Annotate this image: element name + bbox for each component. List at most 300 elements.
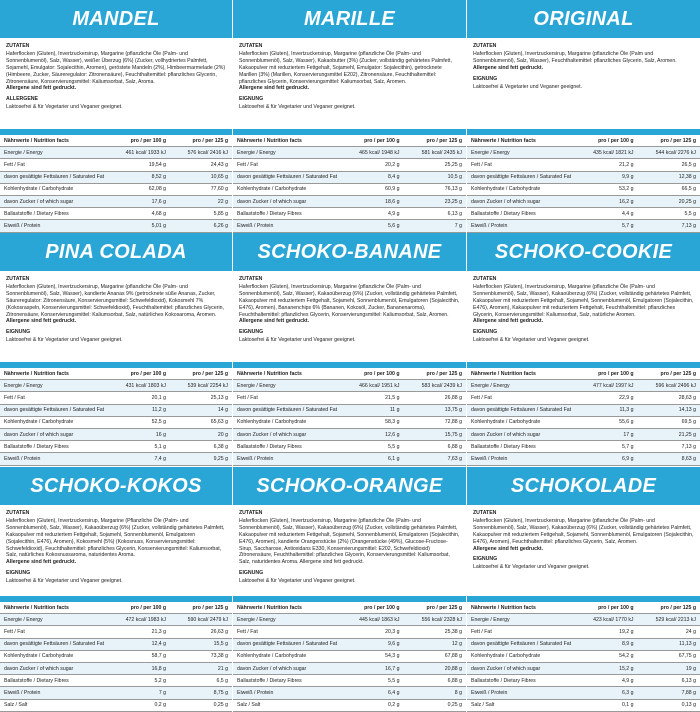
- nutrient-value: 0,2 g: [341, 699, 403, 711]
- ingredients-heading: ZUTATEN: [6, 43, 30, 49]
- nutrient-value: 7 g: [404, 220, 466, 232]
- nutrition-row: [233, 208, 466, 220]
- nutrient-value: 19,2 g: [575, 626, 637, 638]
- nutrient-label: davon Zucker / of which sugar: [467, 195, 575, 207]
- nutrition-row: [0, 404, 232, 416]
- suitability-text: Laktosefrei & für Vegetarier und Veganer geeignet.: [239, 578, 356, 585]
- allergen-note: Allergene sind fett gedruckt.: [473, 318, 544, 325]
- nutrient-value: 6,1 g: [341, 453, 403, 465]
- suitability-heading: EIGNUNG: [239, 96, 264, 103]
- nutrient-value: 15,75 g: [404, 428, 466, 440]
- ingredients-heading: ZUTATEN: [473, 276, 497, 282]
- nutrient-value: 12,6 g: [341, 428, 403, 440]
- product-title: SCHOKO-KOKOS: [0, 467, 232, 505]
- nutrition-row: [233, 614, 466, 626]
- nutrition-row: [467, 416, 700, 428]
- nutrient-value: 66,5 g: [638, 183, 700, 195]
- nutrient-value: 8,9 g: [575, 638, 637, 650]
- nutrition-header-cell: pro / per 100 g: [341, 135, 403, 147]
- product-title: SCHOKO-ORANGE: [233, 467, 466, 505]
- nutrition-row: [467, 638, 700, 650]
- nutrition-row: [467, 171, 700, 183]
- nutrient-label: Eiweiß / Protein: [467, 220, 575, 232]
- nutrition-header-cell: Nährwerte / Nutrition facts: [0, 135, 108, 147]
- nutrient-value: 539 kcal/ 2254 kJ: [170, 380, 232, 392]
- nutrient-value: 20,88 g: [404, 662, 466, 674]
- nutrient-value: 435 kcal/ 1821 kJ: [575, 147, 637, 159]
- nutrient-value: 24 g: [638, 626, 700, 638]
- nutrition-table: [0, 368, 232, 478]
- nutrient-value: 466 kcal/ 1951 kJ: [341, 380, 403, 392]
- nutrition-row: [467, 687, 700, 699]
- nutrient-value: 6,4 g: [341, 687, 403, 699]
- nutrient-value: 19 g: [638, 662, 700, 674]
- nutrient-label: Kohlenhydrate / Carbohydrate: [0, 183, 108, 195]
- suitability-text: Laktosefrei & für Vegetarier und Veganer geeignet.: [239, 337, 356, 344]
- nutrition-table: [467, 368, 700, 478]
- nutrition-row: [467, 626, 700, 638]
- nutrition-header-cell: pro / per 125 g: [170, 135, 232, 147]
- nutrition-header-cell: Nährwerte / Nutrition facts: [233, 135, 341, 147]
- nutrient-label: Fett / Fat: [233, 626, 341, 638]
- ingredients-heading: ZUTATEN: [473, 510, 497, 516]
- nutrition-header-cell: pro / per 100 g: [575, 368, 637, 380]
- product-panel: [233, 467, 467, 709]
- nutrient-value: 25,38 g: [404, 626, 466, 638]
- nutrition-header-row: [0, 368, 232, 380]
- nutrient-label: Fett / Fat: [0, 626, 108, 638]
- nutrient-value: 76,13 g: [404, 183, 466, 195]
- nutrient-value: 23,25 g: [404, 195, 466, 207]
- nutrition-row: [233, 428, 466, 440]
- nutrition-row: [233, 453, 466, 465]
- nutrition-table: [233, 135, 466, 245]
- nutrient-label: davon gesättigte Fettsäuren / Saturated Fat: [467, 638, 575, 650]
- nutrient-label: davon gesättigte Fettsäuren / Saturated Fat: [0, 638, 108, 650]
- nutrient-value: 10,65 g: [170, 171, 232, 183]
- suitability-heading: EIGNUNG: [6, 570, 31, 577]
- suitability-text: Laktosefrei & für Vegetarier und Veganer geeignet.: [6, 104, 123, 111]
- nutrition-table: [0, 135, 232, 245]
- ingredients-section: [233, 505, 466, 596]
- nutrition-header-cell: pro / per 100 g: [575, 602, 637, 614]
- nutrient-value: 423 kcal/ 1770 kJ: [575, 614, 637, 626]
- nutrition-row: [467, 441, 700, 453]
- nutrient-value: 55,6 g: [575, 416, 637, 428]
- ingredients-text: Haferflocken (Gluten), Invertzuckersirup, Margarine (pflanzliche Öle (Palm- und Sonnenblumenöl), Salz, Wasser), Kakaoüberzug (6%) (Zucker, vollständig gehärtetes Palmfett, Kakaopulver mit reduziertem Fettgehalt, Sojamehl, Sonnenblumenöl, Emulgatoren (Sojalecithin, E476), Aromen), Bananenchips 6% (Bananen, Kokosöl, Zucker, Bananenaroma), Feuchthaltemittel: pflanzliches Glycerin, Konservierungsmittel: Kaliumsorbat, Salz, Aromen.: [239, 283, 460, 318]
- nutrition-header-cell: pro / per 125 g: [404, 602, 466, 614]
- product-title: PINA COLADA: [0, 233, 232, 271]
- nutrient-label: davon Zucker / of which sugar: [0, 195, 108, 207]
- nutrient-value: 0,25 g: [404, 699, 466, 711]
- nutrient-value: 6,3 g: [575, 687, 637, 699]
- nutrient-value: 477 kcal/ 1997 kJ: [575, 380, 637, 392]
- nutrient-value: 7,88 g: [638, 687, 700, 699]
- nutrition-table: [0, 602, 232, 712]
- nutrient-label: davon gesättigte Fettsäuren / Saturated Fat: [233, 638, 341, 650]
- nutrition-header-cell: Nährwerte / Nutrition facts: [467, 368, 575, 380]
- product-panel: [0, 467, 233, 709]
- nutrition-row: [0, 626, 232, 638]
- nutrition-header-cell: pro / per 100 g: [341, 368, 403, 380]
- nutrition-row: [467, 428, 700, 440]
- nutrition-header-cell: pro / per 100 g: [575, 135, 637, 147]
- nutrient-value: 445 kcal/ 1863 kJ: [341, 614, 403, 626]
- nutrient-value: 65,63 g: [170, 416, 232, 428]
- nutrient-label: Eiweiß / Protein: [233, 220, 341, 232]
- ingredients-heading: ZUTATEN: [239, 276, 263, 282]
- nutrition-row: [233, 380, 466, 392]
- nutrient-label: davon Zucker / of which sugar: [233, 195, 341, 207]
- nutrient-value: 21,2 g: [575, 159, 637, 171]
- nutrient-value: 54,2 g: [575, 650, 637, 662]
- nutrient-label: davon gesättigte Fettsäuren / Saturated Fat: [467, 171, 575, 183]
- nutrient-value: 6,5 g: [170, 675, 232, 687]
- nutrient-value: 6,9 g: [575, 453, 637, 465]
- nutrient-value: 58,3 g: [341, 416, 403, 428]
- nutrient-label: Energie / Energy: [467, 147, 575, 159]
- nutrient-label: Ballaststoffe / Dietary Fibres: [0, 675, 108, 687]
- nutrient-label: Eiweiß / Protein: [467, 687, 575, 699]
- nutrition-row: [0, 208, 232, 220]
- nutrient-label: Kohlenhydrate / Carbohydrate: [467, 416, 575, 428]
- product-panel: [467, 0, 700, 233]
- nutrient-value: 16,7 g: [341, 662, 403, 674]
- nutrient-value: 576 kcal/ 2416 kJ: [170, 147, 232, 159]
- nutrition-row: [467, 208, 700, 220]
- nutrition-row: [0, 147, 232, 159]
- nutrient-label: davon Zucker / of which sugar: [233, 662, 341, 674]
- nutrient-value: 19,54 g: [108, 159, 170, 171]
- nutrition-row: [233, 626, 466, 638]
- nutrition-row: [233, 147, 466, 159]
- nutrient-value: 544 kcal/ 2276 kJ: [638, 147, 700, 159]
- nutrition-row: [467, 380, 700, 392]
- nutrient-value: 24,43 g: [170, 159, 232, 171]
- suitability-heading: EIGNUNG: [473, 329, 498, 336]
- nutrient-value: 62,08 g: [108, 183, 170, 195]
- nutrient-label: Kohlenhydrate / Carbohydrate: [467, 650, 575, 662]
- nutrient-value: 465 kcal/ 1948 kJ: [341, 147, 403, 159]
- nutrient-value: 16,8 g: [108, 662, 170, 674]
- allergen-note: Allergene sind fett gedruckt.: [239, 85, 310, 92]
- product-panel: [233, 0, 467, 233]
- nutrition-row: [0, 183, 232, 195]
- nutrient-label: davon gesättigte Fettsäuren / Saturated Fat: [0, 404, 108, 416]
- nutrient-label: Fett / Fat: [0, 392, 108, 404]
- nutrition-header-cell: Nährwerte / Nutrition facts: [0, 602, 108, 614]
- nutrition-header-row: [233, 135, 466, 147]
- nutrient-label: Salz / Salt: [467, 699, 575, 711]
- nutrition-row: [0, 699, 232, 711]
- nutrient-value: 596 kcal/ 2496 kJ: [638, 380, 700, 392]
- ingredients-heading: ZUTATEN: [239, 43, 263, 49]
- product-panel: [0, 0, 233, 233]
- nutrient-value: 12,38 g: [638, 171, 700, 183]
- nutrient-label: Kohlenhydrate / Carbohydrate: [467, 183, 575, 195]
- nutrient-label: Kohlenhydrate / Carbohydrate: [233, 183, 341, 195]
- nutrition-row: [233, 662, 466, 674]
- nutrient-value: 11,3 g: [575, 404, 637, 416]
- nutrient-value: 461 kcal/ 1933 kJ: [108, 147, 170, 159]
- nutrient-label: davon Zucker / of which sugar: [0, 662, 108, 674]
- nutrient-value: 5,7 g: [575, 441, 637, 453]
- nutrient-value: 67,88 g: [404, 650, 466, 662]
- nutrient-value: 529 kcal/ 2213 kJ: [638, 614, 700, 626]
- nutrition-row: [233, 699, 466, 711]
- nutrient-value: 581 kcal/ 2435 kJ: [404, 147, 466, 159]
- nutrient-label: Ballaststoffe / Dietary Fibres: [467, 441, 575, 453]
- nutrient-label: Energie / Energy: [0, 380, 108, 392]
- nutrition-row: [0, 453, 232, 465]
- nutrient-value: 16 g: [108, 428, 170, 440]
- nutrient-value: 15,5 g: [170, 638, 232, 650]
- ingredients-text: Haferflocken (Gluten), Invertzuckersirup, Margarine (pflanzliche Öle (Palm- und Sonnenblumenöl), Salz, Wasser), weißer Überzug (6%) (Zucker, vollhydriertes Palmfett, Sojamehl, Emulgator: Sojalecithin, Aromen), geröstete Mandeln (2%), Himbeermarmelade (2%) (Himbeere, Zucker, Säureregulator: Zitronensäure), Feuchthaltemittel: pflanzliches Glycerin, Zitronensäure, Konservierungsmittel: Kaliumsorbat, Salz, Aroma.: [6, 50, 226, 85]
- nutrient-value: 53,2 g: [575, 183, 637, 195]
- product-panel: [0, 233, 233, 467]
- nutrient-value: 5,6 g: [341, 220, 403, 232]
- nutrient-value: 26,63 g: [170, 626, 232, 638]
- nutrient-value: 556 kcal/ 2328 kJ: [404, 614, 466, 626]
- nutrition-header-row: [467, 368, 700, 380]
- product-panel: [467, 233, 700, 467]
- nutrient-value: 4,9 g: [575, 675, 637, 687]
- nutrient-value: 431 kcal/ 1803 kJ: [108, 380, 170, 392]
- nutrient-value: 9,6 g: [341, 638, 403, 650]
- nutrient-value: 21,5 g: [341, 392, 403, 404]
- ingredients-text: Haferflocken (Gluten), Invertzuckersirup, Margarine (pflanzliche Öle (Palm und Sonnenblumenöl), Salz, Wasser), Feuchthaltemittel: pflanzliches Glycerin, Salz, Aromen.: [473, 50, 677, 64]
- nutrient-value: 26,5 g: [638, 159, 700, 171]
- nutrition-row: [0, 687, 232, 699]
- ingredients-text: Haferflocken (Gluten), Invertzuckersirup, Margarine (pflanzliche Öle (Palm- und Sonnenblumenöl), Salz, Wasser), kandierte Ananas 9% (getrocknete süße Ananas, Zucker, Säureregulator: Zitronensäure, Konservierungsmittel: Schwefeldioxid), Kokosmehl 7% (Kokosraspeln, Konservierungsmittel: Schwefeldioxid), Feuchthaltemittel: pflanzliches Glycerin, Zitronensäure, Konservierungsmittel: Kaliumsorbat, Salz, natürliches Kokosaroma, Aromen.: [6, 283, 224, 318]
- allergen-note: Allergene sind fett gedruckt.: [239, 318, 310, 325]
- ingredients-section: [233, 271, 466, 362]
- nutrient-label: Salz / Salt: [233, 699, 341, 711]
- nutrition-row: [0, 662, 232, 674]
- ingredients-section: [0, 505, 232, 596]
- suitability-text: Laktosefrei & für Vegetarier und Veganer geeignet.: [473, 337, 590, 344]
- nutrition-header-cell: pro / per 100 g: [341, 602, 403, 614]
- nutrient-value: 54,3 g: [341, 650, 403, 662]
- nutrient-value: 22 g: [170, 195, 232, 207]
- nutrient-value: 58,7 g: [108, 650, 170, 662]
- nutrient-label: Kohlenhydrate / Carbohydrate: [0, 416, 108, 428]
- nutrition-header-cell: pro / per 125 g: [638, 135, 700, 147]
- nutrient-value: 0,25 g: [170, 699, 232, 711]
- ingredients-text: Haferflocken (Gluten), Invertzuckersirup, Margarine (pflanzliche Öle (Palm- und Sonnenblumenöl), Salz, Wasser), Kakaoüberzug (6%) (Zucker, vollständig gehärtetes Palmfett, Kakaopulver mit reduziertem Fettgehalt, Sojamehl, Sonnenblumenöl, Emulgatoren (Sojalecithin, E476), Aromen), Kakaopulver mit reduziertem Fettgehalt, Feuchthaltemittel: pflanzliches Glycerin, Konservierungsmittel: Kaliumsorbat, Salz, natürliche Aromen.: [473, 283, 694, 318]
- nutrient-value: 72,88 g: [404, 416, 466, 428]
- ingredients-section: [467, 271, 700, 362]
- nutrient-label: Fett / Fat: [467, 159, 575, 171]
- nutrient-label: Energie / Energy: [233, 614, 341, 626]
- nutrient-value: 6,13 g: [638, 675, 700, 687]
- nutrition-header-cell: pro / per 125 g: [404, 135, 466, 147]
- nutrition-row: [233, 441, 466, 453]
- nutrition-row: [0, 614, 232, 626]
- nutrition-row: [233, 638, 466, 650]
- nutrition-row: [0, 638, 232, 650]
- suitability-heading: EIGNUNG: [239, 329, 264, 336]
- nutrition-table: [467, 135, 700, 245]
- nutrient-label: Eiweiß / Protein: [0, 687, 108, 699]
- nutrient-label: Ballaststoffe / Dietary Fibres: [233, 675, 341, 687]
- nutrient-label: davon gesättigte Fettsäuren / Saturated Fat: [233, 171, 341, 183]
- nutrition-table: [233, 602, 466, 712]
- nutrition-row: [0, 220, 232, 232]
- nutrient-label: davon Zucker / of which sugar: [0, 428, 108, 440]
- nutrient-value: 69,5 g: [638, 416, 700, 428]
- ingredients-heading: ZUTATEN: [6, 510, 30, 516]
- nutrition-row: [0, 392, 232, 404]
- nutrient-value: 11,13 g: [638, 638, 700, 650]
- nutrition-header-cell: pro / per 125 g: [170, 602, 232, 614]
- product-title: SCHOKO-BANANE: [233, 233, 466, 271]
- nutrient-label: davon Zucker / of which sugar: [467, 662, 575, 674]
- suitability-text: Laktosefrei & für Vegetarier und Veganer geeignet.: [6, 337, 123, 344]
- nutrition-row: [233, 675, 466, 687]
- product-title: SCHOKO-COOKIE: [467, 233, 700, 271]
- allergen-note: Allergene sind fett gedruckt.: [6, 559, 77, 566]
- nutrient-value: 21 g: [170, 662, 232, 674]
- nutrition-row: [233, 650, 466, 662]
- nutrition-header-row: [0, 602, 232, 614]
- suitability-heading: ALLERGENE: [6, 96, 38, 103]
- nutrition-row: [467, 453, 700, 465]
- ingredients-section: [467, 505, 700, 596]
- nutrient-value: 590 kcal/ 2479 kJ: [170, 614, 232, 626]
- nutrient-value: 8,4 g: [341, 171, 403, 183]
- nutrient-value: 5,5 g: [341, 441, 403, 453]
- nutrient-value: 13,75 g: [404, 404, 466, 416]
- nutrient-value: 5,1 g: [108, 441, 170, 453]
- allergen-note: Allergene sind fett gedruckt.: [473, 64, 544, 71]
- ingredients-text: Haferflocken (Gluten), Invertzuckersirup, Margarine (pflanzliche Öle (Palm- und Sonnenblumenöl), Salz, Wasser), Kakaoüberzug (6%) (Zucker, vollständig gehärtetes Palmfett, Kakaopulver mit reduziertem Fettgehalt, Sojamehl, Sonnenblumenöl, Emulgatoren (Sojalecithin, E476), Aromen), Feuchthaltemittel: pflanzliches Glycerin, Salz, Aromen.: [473, 517, 694, 545]
- nutrient-value: 17,6 g: [108, 195, 170, 207]
- product-title: SCHOKOLADE: [467, 467, 700, 505]
- nutrient-value: 4,9 g: [341, 208, 403, 220]
- nutrition-row: [0, 675, 232, 687]
- suitability-heading: EIGNUNG: [473, 75, 498, 82]
- nutrient-value: 73,38 g: [170, 650, 232, 662]
- nutrient-label: davon Zucker / of which sugar: [467, 428, 575, 440]
- nutrition-header-cell: Nährwerte / Nutrition facts: [467, 135, 575, 147]
- nutrient-value: 7 g: [108, 687, 170, 699]
- nutrient-label: Ballaststoffe / Dietary Fibres: [0, 208, 108, 220]
- nutrition-row: [467, 147, 700, 159]
- nutrient-label: Energie / Energy: [0, 147, 108, 159]
- nutrition-table: [233, 368, 466, 478]
- ingredients-section: [467, 38, 700, 129]
- nutrition-row: [233, 195, 466, 207]
- nutrition-row: [467, 220, 700, 232]
- ingredients-heading: ZUTATEN: [473, 43, 497, 49]
- nutrition-row: [0, 380, 232, 392]
- nutrient-value: 5,5 g: [341, 675, 403, 687]
- suitability-heading: EIGNUNG: [473, 556, 498, 563]
- nutrient-value: 8,75 g: [170, 687, 232, 699]
- nutrition-row: [233, 404, 466, 416]
- nutrition-header-row: [233, 602, 466, 614]
- nutrient-value: 60,9 g: [341, 183, 403, 195]
- nutrition-row: [0, 650, 232, 662]
- nutrient-label: Kohlenhydrate / Carbohydrate: [233, 416, 341, 428]
- ingredients-heading: ZUTATEN: [6, 276, 30, 282]
- nutrition-header-row: [0, 135, 232, 147]
- nutrient-value: 25,13 g: [170, 392, 232, 404]
- nutrient-value: 8,63 g: [638, 453, 700, 465]
- nutrient-value: 16,2 g: [575, 195, 637, 207]
- nutrient-value: 52,5 g: [108, 416, 170, 428]
- nutrient-label: Eiweiß / Protein: [0, 220, 108, 232]
- ingredients-heading: ZUTATEN: [239, 510, 263, 516]
- nutrition-header-cell: Nährwerte / Nutrition facts: [233, 602, 341, 614]
- nutrition-row: [233, 416, 466, 428]
- nutrition-row: [467, 650, 700, 662]
- nutrient-value: 14 g: [170, 404, 232, 416]
- nutrition-header-row: [467, 602, 700, 614]
- product-panel: [233, 233, 467, 467]
- nutrient-value: 583 kcal/ 2439 kJ: [404, 380, 466, 392]
- nutrient-value: 28,63 g: [638, 392, 700, 404]
- nutrition-header-cell: Nährwerte / Nutrition facts: [467, 602, 575, 614]
- suitability-text: Laktosefrei & für Vegetarier und Veganer geeignet.: [239, 104, 356, 111]
- nutrient-value: 11 g: [341, 404, 403, 416]
- nutrition-header-cell: pro / per 100 g: [108, 602, 170, 614]
- nutrition-table: [467, 602, 700, 712]
- nutrition-row: [233, 687, 466, 699]
- nutrient-value: 21,3 g: [108, 626, 170, 638]
- nutrient-value: 6,88 g: [404, 675, 466, 687]
- nutrient-label: Eiweiß / Protein: [233, 453, 341, 465]
- nutrient-value: 4,68 g: [108, 208, 170, 220]
- nutrient-value: 12,4 g: [108, 638, 170, 650]
- nutrient-value: 7,63 g: [404, 453, 466, 465]
- nutrition-row: [233, 220, 466, 232]
- allergen-note: Allergene sind fett gedruckt.: [6, 85, 77, 92]
- product-title: MANDEL: [0, 0, 232, 38]
- nutrient-label: Energie / Energy: [467, 380, 575, 392]
- nutrition-row: [233, 183, 466, 195]
- nutrition-row: [233, 159, 466, 171]
- nutrient-label: davon gesättigte Fettsäuren / Saturated Fat: [467, 404, 575, 416]
- nutrient-label: Fett / Fat: [467, 392, 575, 404]
- ingredients-text: Haferflocken (Gluten), Invertzuckersirup, Margarine (pflanzliche Öle (Palm- und Sonnenblumenöl), Salz, Wasser), Kakaoüberzug (6%) (Zucker, vollständig gehärtetes Palmfett, Kakaopulver mit reduziertem Fettgehalt, Sojamehl, Sonnenblumenöl, Emulgatoren (Sojalecithin, E476), Aromen), kandierte Orangenstücke (2%) (Orangenstücke (49%), Glucose-Fructose-Sirup, Saccharose, Antioxidans E330, Konservierungsmittel: E202, Schwefeldioxid) Zitronensäure, Feuchthaltemittel: pflanzliches Glycerin, Konservierungsmittel: Kaliumsorbat, Salz, naturidentes Aroma. Allergene sind fett gedruckt.: [239, 517, 460, 566]
- nutrient-value: 15,2 g: [575, 662, 637, 674]
- nutrition-header-cell: pro / per 100 g: [108, 368, 170, 380]
- nutrient-value: 472 kcal/ 1983 kJ: [108, 614, 170, 626]
- nutrition-row: [0, 159, 232, 171]
- nutrient-value: 9,9 g: [575, 171, 637, 183]
- nutrient-label: Ballaststoffe / Dietary Fibres: [0, 441, 108, 453]
- nutrient-label: Salz / Salt: [0, 699, 108, 711]
- ingredients-text: Haferflocken (Gluten), Invertzuckersirup, Margarine (Pflanzliche Öle (Palm- und Sonnenblumenöl), Salz, Wasser), Kakaoüberzug (6%) (Zucker, vollständig gehärtetes Palmfett, Kakaopulver mit reduziertem Fettgehalt, Sojamehl, Sonnenblumenöl, Emulgatoren (Sojalecithin, E476), Aromen), Kokosmehl (5%) (Kokosnuss, Konservierungsmittel: Schwefeldioxid), Feuchthaltemittel: pflanzliches Glycerin, Konservierungsmittel: Kaliumsorbat, Salz, natürliches Kokosnussaroma, naturidentes Aroma.: [6, 517, 225, 559]
- nutrient-label: Eiweiß / Protein: [233, 687, 341, 699]
- nutrition-row: [467, 392, 700, 404]
- ingredients-section: [0, 271, 232, 362]
- nutrient-label: Fett / Fat: [0, 159, 108, 171]
- suitability-text: Laktosefrei & für Vegetarier und Veganer geeignet.: [6, 578, 123, 585]
- nutrient-label: Fett / Fat: [467, 626, 575, 638]
- nutrient-label: davon Zucker / of which sugar: [233, 428, 341, 440]
- nutrition-header-cell: Nährwerte / Nutrition facts: [233, 368, 341, 380]
- nutrient-value: 22,9 g: [575, 392, 637, 404]
- ingredients-section: [0, 38, 232, 129]
- nutrient-label: davon gesättigte Fettsäuren / Saturated Fat: [233, 404, 341, 416]
- nutrient-value: 6,88 g: [404, 441, 466, 453]
- nutrient-label: Kohlenhydrate / Carbohydrate: [0, 650, 108, 662]
- nutrient-value: 25,25 g: [404, 159, 466, 171]
- nutrition-row: [467, 183, 700, 195]
